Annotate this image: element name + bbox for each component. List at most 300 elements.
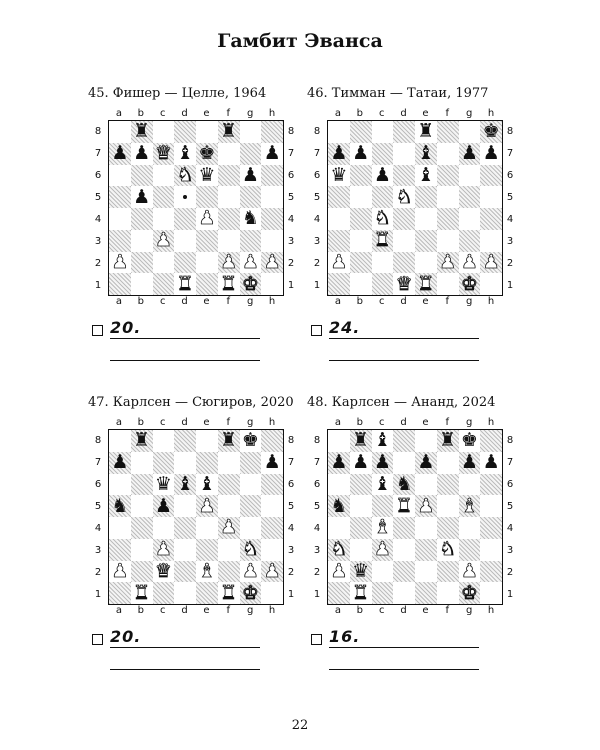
puzzle-caption: 48. Карлсен — Ананд, 2024 — [307, 395, 496, 410]
white-rook-icon: ♜ — [176, 272, 194, 295]
square-b6 — [350, 474, 372, 496]
square-b2 — [350, 252, 372, 274]
square-c8 — [153, 430, 175, 452]
square-b4 — [350, 517, 372, 539]
white-knight-icon: ♞ — [395, 185, 413, 208]
square-f6 — [437, 474, 459, 496]
square-d4 — [174, 517, 196, 539]
file-label: f — [445, 296, 450, 307]
black-pawn-icon: ♟ — [482, 451, 500, 474]
rank-label: 8 — [287, 125, 295, 137]
square-b7 — [350, 143, 372, 165]
square-e5 — [196, 186, 218, 208]
handwritten-move-number: 20. — [110, 627, 142, 646]
rank-label: 4 — [313, 213, 321, 225]
square-e3 — [415, 230, 437, 252]
answer-line[interactable] — [329, 669, 479, 670]
square-d2 — [393, 252, 415, 274]
white-rook-icon: ♜ — [395, 494, 413, 517]
white-king-icon: ♚ — [241, 581, 259, 604]
rank-labels-right — [285, 429, 297, 605]
square-a2 — [328, 252, 350, 274]
square-g1 — [459, 273, 481, 295]
rank-label: 2 — [94, 566, 102, 578]
rank-label: 1 — [313, 279, 321, 291]
square-e5 — [415, 495, 437, 517]
answer-line[interactable] — [110, 360, 260, 361]
square-e5 — [196, 495, 218, 517]
black-rook-icon: ♜ — [133, 120, 151, 143]
square-e8 — [196, 121, 218, 143]
square-g5 — [459, 495, 481, 517]
square-g7 — [459, 143, 481, 165]
file-label: f — [445, 417, 450, 428]
file-label: e — [422, 108, 429, 119]
square-h3 — [261, 539, 283, 561]
white-pawn-icon: ♟ — [482, 250, 500, 273]
puzzle-caption: 46. Тимман — Татаи, 1977 — [307, 86, 489, 101]
square-g5 — [240, 186, 262, 208]
checkbox[interactable] — [92, 325, 103, 336]
rank-label: 8 — [313, 434, 321, 446]
square-f5 — [437, 186, 459, 208]
file-label: f — [445, 605, 450, 616]
black-rook-icon: ♜ — [133, 429, 151, 452]
square-e6 — [415, 165, 437, 187]
file-label: d — [181, 605, 188, 616]
rank-label: 3 — [506, 235, 514, 247]
square-g3 — [240, 539, 262, 561]
file-label: a — [334, 296, 341, 307]
white-king-icon: ♚ — [460, 581, 478, 604]
white-pawn-icon: ♟ — [330, 559, 348, 582]
white-pawn-icon: ♟ — [198, 207, 216, 230]
file-label: f — [226, 296, 231, 307]
square-d7 — [174, 143, 196, 165]
square-g6 — [459, 474, 481, 496]
square-d2 — [393, 561, 415, 583]
square-c6 — [153, 165, 175, 187]
square-a2 — [109, 252, 131, 274]
answer-line[interactable] — [329, 338, 479, 339]
square-f2 — [437, 561, 459, 583]
square-b1 — [350, 582, 372, 604]
checkbox[interactable] — [311, 325, 322, 336]
square-h2 — [480, 561, 502, 583]
square-h6 — [480, 165, 502, 187]
square-a2 — [109, 561, 131, 583]
square-e7 — [196, 452, 218, 474]
square-d5 — [393, 186, 415, 208]
square-c7 — [372, 452, 394, 474]
square-a4 — [328, 208, 350, 230]
square-c2 — [372, 561, 394, 583]
file-label: b — [356, 605, 363, 616]
square-g7 — [240, 452, 262, 474]
square-b7 — [350, 452, 372, 474]
file-label: a — [115, 417, 122, 428]
square-e7 — [415, 143, 437, 165]
square-f2 — [218, 252, 240, 274]
square-d5 — [174, 186, 196, 208]
answer-line[interactable] — [110, 647, 260, 648]
square-d5 — [393, 495, 415, 517]
square-h5 — [261, 495, 283, 517]
square-c5 — [372, 186, 394, 208]
black-bishop-icon: ♝ — [198, 472, 216, 495]
rank-label: 3 — [313, 235, 321, 247]
square-h6 — [261, 165, 283, 187]
square-b3 — [131, 230, 153, 252]
rank-label: 4 — [287, 522, 295, 534]
square-e1 — [415, 273, 437, 295]
white-pawn-icon: ♟ — [241, 559, 259, 582]
square-a1 — [328, 273, 350, 295]
answer-area — [307, 318, 502, 378]
square-g2 — [459, 252, 481, 274]
square-f4 — [437, 208, 459, 230]
answer-line[interactable] — [110, 669, 260, 670]
file-label: b — [356, 417, 363, 428]
square-e8 — [415, 430, 437, 452]
square-a3 — [328, 230, 350, 252]
rank-label: 1 — [94, 588, 102, 600]
black-bishop-icon: ♝ — [417, 163, 435, 186]
rank-labels-left — [311, 429, 323, 605]
file-label: e — [203, 417, 210, 428]
square-h1 — [480, 273, 502, 295]
black-pawn-icon: ♟ — [352, 142, 370, 165]
handwritten-move-number: 16. — [329, 627, 361, 646]
square-h5 — [480, 495, 502, 517]
file-label: d — [181, 108, 188, 119]
black-pawn-icon: ♟ — [133, 185, 151, 208]
white-pawn-icon: ♟ — [460, 250, 478, 273]
square-e1 — [196, 273, 218, 295]
square-d1 — [174, 273, 196, 295]
file-label: h — [268, 108, 276, 119]
file-label: g — [247, 605, 254, 616]
square-d8 — [174, 430, 196, 452]
square-g4 — [459, 517, 481, 539]
rank-label: 5 — [313, 500, 321, 512]
white-pawn-icon: ♟ — [154, 229, 172, 252]
black-pawn-icon: ♟ — [263, 451, 281, 474]
rank-label: 5 — [287, 191, 295, 203]
black-bishop-icon: ♝ — [176, 472, 194, 495]
square-e4 — [196, 208, 218, 230]
puzzle-caption: 47. Карлсен — Сюгиров, 2020 — [88, 395, 294, 410]
square-d7 — [393, 143, 415, 165]
square-c5 — [153, 186, 175, 208]
rank-label: 2 — [287, 257, 295, 269]
square-c1 — [372, 273, 394, 295]
square-b1 — [350, 273, 372, 295]
white-pawn-icon: ♟ — [373, 538, 391, 561]
rank-label: 2 — [313, 257, 321, 269]
checkbox[interactable] — [92, 634, 103, 645]
white-bishop-icon: ♝ — [198, 559, 216, 582]
square-f8 — [437, 430, 459, 452]
white-rook-icon: ♜ — [373, 229, 391, 252]
chess-board — [108, 429, 284, 605]
white-knight-icon: ♞ — [439, 538, 457, 561]
black-king-icon: ♚ — [460, 429, 478, 452]
chess-diagram — [88, 108, 295, 308]
square-e5 — [415, 186, 437, 208]
square-a7 — [328, 143, 350, 165]
answer-line[interactable] — [110, 338, 260, 339]
rank-label: 1 — [313, 588, 321, 600]
rank-label: 7 — [287, 147, 295, 159]
black-king-icon: ♚ — [482, 120, 500, 143]
square-h8 — [480, 121, 502, 143]
square-a6 — [109, 165, 131, 187]
file-labels-top — [327, 417, 502, 429]
puzzle-46 — [307, 86, 514, 386]
answer-area — [88, 318, 283, 378]
white-king-icon: ♚ — [460, 272, 478, 295]
square-a4 — [328, 517, 350, 539]
rank-label: 2 — [506, 257, 514, 269]
file-label: e — [203, 605, 210, 616]
file-label: c — [378, 108, 385, 119]
square-e1 — [415, 582, 437, 604]
file-label: g — [466, 108, 473, 119]
square-g3 — [459, 230, 481, 252]
file-labels-top — [108, 417, 283, 429]
square-d4 — [174, 208, 196, 230]
square-a1 — [109, 582, 131, 604]
puzzle-47 — [88, 395, 295, 695]
rank-label: 7 — [313, 456, 321, 468]
rank-labels-left — [311, 120, 323, 296]
square-h7 — [261, 143, 283, 165]
rank-label: 2 — [506, 566, 514, 578]
square-f2 — [437, 252, 459, 274]
rank-label: 1 — [287, 279, 295, 291]
square-e3 — [196, 539, 218, 561]
square-b7 — [131, 452, 153, 474]
square-c6 — [372, 165, 394, 187]
square-b2 — [350, 561, 372, 583]
rank-label: 8 — [506, 125, 514, 137]
square-e6 — [415, 474, 437, 496]
square-a1 — [328, 582, 350, 604]
white-pawn-icon: ♟ — [111, 250, 129, 273]
puzzle-48 — [307, 395, 514, 695]
file-label: f — [445, 108, 450, 119]
checkbox[interactable] — [311, 634, 322, 645]
square-g8 — [459, 430, 481, 452]
rank-label: 3 — [506, 544, 514, 556]
file-label: e — [422, 605, 429, 616]
answer-line[interactable] — [329, 360, 479, 361]
file-label: a — [115, 108, 122, 119]
square-f1 — [437, 273, 459, 295]
rank-label: 6 — [94, 478, 102, 490]
square-e4 — [415, 208, 437, 230]
square-g2 — [459, 561, 481, 583]
square-d6 — [174, 165, 196, 187]
rank-label: 5 — [313, 191, 321, 203]
rank-label: 6 — [506, 478, 514, 490]
square-a3 — [109, 230, 131, 252]
square-a4 — [109, 208, 131, 230]
white-rook-icon: ♜ — [417, 272, 435, 295]
file-label: h — [268, 417, 276, 428]
rank-label: 6 — [94, 169, 102, 181]
square-b8 — [350, 121, 372, 143]
file-label: d — [400, 417, 407, 428]
chess-diagram — [307, 108, 514, 308]
rank-label: 8 — [94, 125, 102, 137]
rank-label: 5 — [506, 191, 514, 203]
file-labels-top — [108, 108, 283, 120]
square-h3 — [261, 230, 283, 252]
black-king-icon: ♚ — [241, 429, 259, 452]
square-d6 — [393, 474, 415, 496]
square-a3 — [109, 539, 131, 561]
rank-labels-left — [92, 120, 104, 296]
rank-label: 8 — [287, 434, 295, 446]
black-bishop-icon: ♝ — [373, 429, 391, 452]
file-labels-bottom — [327, 605, 502, 617]
white-pawn-icon: ♟ — [417, 494, 435, 517]
white-pawn-icon: ♟ — [111, 559, 129, 582]
file-labels-bottom — [327, 296, 502, 308]
square-f2 — [218, 561, 240, 583]
square-f4 — [437, 517, 459, 539]
square-g1 — [240, 273, 262, 295]
square-h5 — [261, 186, 283, 208]
square-a5 — [328, 186, 350, 208]
black-rook-icon: ♜ — [352, 429, 370, 452]
square-c1 — [153, 273, 175, 295]
rank-label: 3 — [94, 235, 102, 247]
rank-label: 4 — [313, 522, 321, 534]
square-g8 — [240, 430, 262, 452]
file-label: g — [466, 417, 473, 428]
square-d8 — [393, 430, 415, 452]
square-h3 — [480, 230, 502, 252]
square-a4 — [109, 517, 131, 539]
square-f5 — [218, 495, 240, 517]
square-g3 — [240, 230, 262, 252]
square-h8 — [261, 430, 283, 452]
square-g6 — [240, 165, 262, 187]
square-a8 — [328, 430, 350, 452]
file-label: c — [378, 605, 385, 616]
black-pawn-icon: ♟ — [111, 451, 129, 474]
square-a6 — [109, 474, 131, 496]
white-pawn-icon: ♟ — [154, 538, 172, 561]
square-e3 — [196, 230, 218, 252]
square-b6 — [350, 165, 372, 187]
black-pawn-icon: ♟ — [330, 142, 348, 165]
file-label: h — [268, 605, 276, 616]
black-knight-icon: ♞ — [241, 207, 259, 230]
square-g3 — [459, 539, 481, 561]
rank-label: 4 — [287, 213, 295, 225]
square-h3 — [480, 539, 502, 561]
square-b8 — [350, 430, 372, 452]
file-label: h — [268, 296, 276, 307]
file-label: c — [378, 296, 385, 307]
file-label: a — [115, 605, 122, 616]
file-label: h — [487, 417, 495, 428]
square-f5 — [218, 186, 240, 208]
square-c7 — [372, 143, 394, 165]
square-a8 — [109, 430, 131, 452]
white-pawn-icon: ♟ — [241, 250, 259, 273]
square-f4 — [218, 208, 240, 230]
black-bishop-icon: ♝ — [373, 472, 391, 495]
puzzle-caption: 45. Фишер — Целле, 1964 — [88, 86, 267, 101]
square-f8 — [218, 121, 240, 143]
square-e3 — [415, 539, 437, 561]
square-h2 — [261, 252, 283, 274]
file-labels-bottom — [108, 296, 283, 308]
square-g4 — [459, 208, 481, 230]
square-f1 — [218, 273, 240, 295]
rank-label: 3 — [287, 544, 295, 556]
white-pawn-icon: ♟ — [220, 250, 238, 273]
rank-label: 8 — [313, 125, 321, 137]
rank-label: 6 — [287, 169, 295, 181]
square-a8 — [109, 121, 131, 143]
file-label: c — [159, 108, 166, 119]
square-a8 — [328, 121, 350, 143]
square-b1 — [131, 582, 153, 604]
square-c7 — [153, 143, 175, 165]
square-c3 — [153, 539, 175, 561]
rank-label: 2 — [94, 257, 102, 269]
square-h6 — [480, 474, 502, 496]
file-label: a — [334, 417, 341, 428]
file-label: c — [159, 605, 166, 616]
square-f3 — [218, 539, 240, 561]
white-queen-icon: ♛ — [154, 559, 172, 582]
black-pawn-icon: ♟ — [330, 451, 348, 474]
handwritten-move-number: 24. — [329, 318, 361, 337]
chess-diagram — [88, 417, 295, 617]
square-f8 — [437, 121, 459, 143]
square-c3 — [372, 230, 394, 252]
rank-label: 8 — [506, 434, 514, 446]
rank-label: 4 — [94, 522, 102, 534]
file-label: f — [226, 108, 231, 119]
rank-label: 1 — [287, 588, 295, 600]
square-f7 — [218, 143, 240, 165]
black-pawn-icon: ♟ — [241, 163, 259, 186]
square-g1 — [459, 582, 481, 604]
square-f5 — [437, 495, 459, 517]
white-knight-icon: ♞ — [176, 163, 194, 186]
answer-line[interactable] — [329, 647, 479, 648]
square-g2 — [240, 561, 262, 583]
square-c3 — [153, 230, 175, 252]
square-d4 — [393, 517, 415, 539]
rank-label: 1 — [506, 279, 514, 291]
square-h4 — [261, 208, 283, 230]
rank-labels-right — [504, 120, 516, 296]
black-king-icon: ♚ — [198, 142, 216, 165]
rank-label: 2 — [313, 566, 321, 578]
square-c5 — [372, 495, 394, 517]
chess-board — [327, 120, 503, 296]
black-pawn-icon: ♟ — [373, 163, 391, 186]
